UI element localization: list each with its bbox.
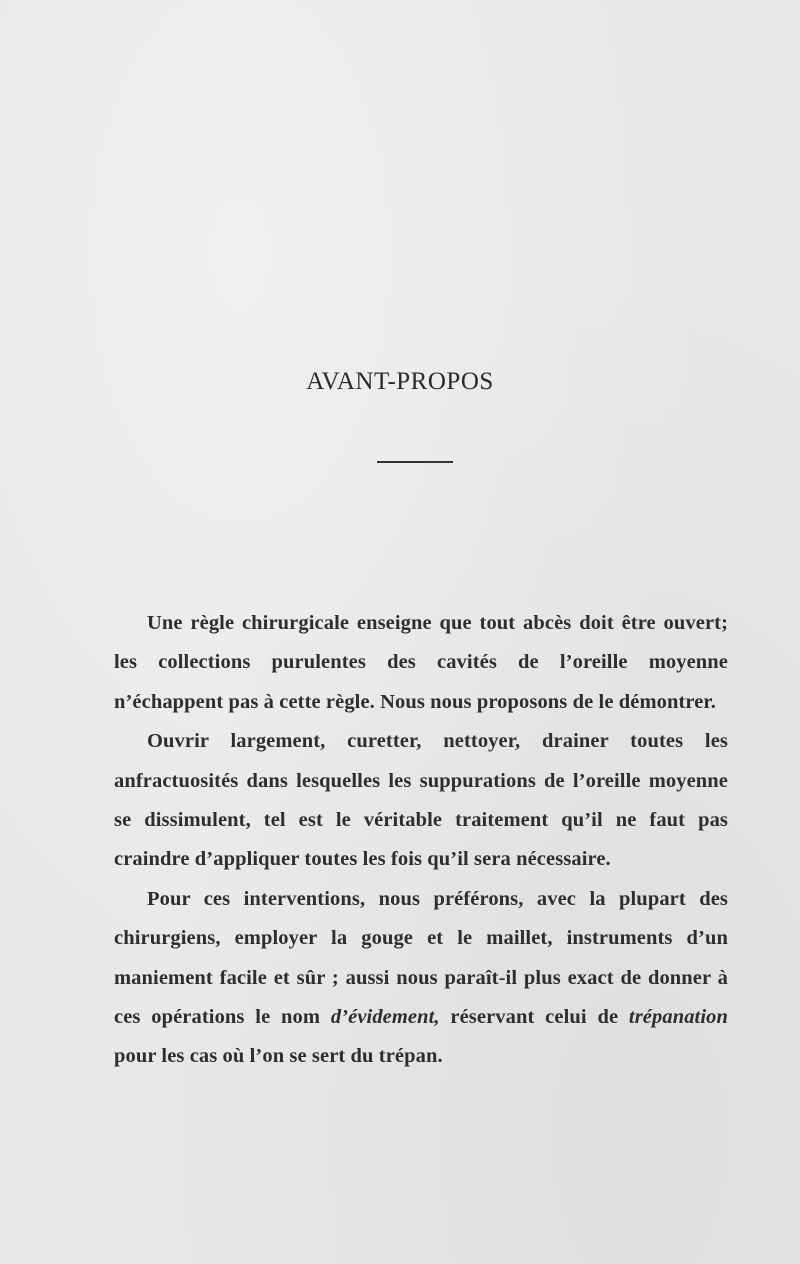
paragraph-3	[114, 880, 728, 1077]
paragraph-2: Ouvrir largement, curetter, nettoyer, drainer toutes les anfractuosités dans lesquelles les suppurations de l’oreille moyenne se dissimulent, tel est le véritable traitement qu’il ne faut pas craindre d’appliquer toutes les fois qu’il sera nécessaire.	[114, 730, 728, 871]
italic-term-evidement: d’évidement,	[330, 1006, 440, 1029]
title-divider	[377, 461, 453, 463]
italic-term-trepanation: trépanation	[628, 1006, 728, 1029]
paragraph-3-part-2: réservant celui de	[439, 1006, 629, 1029]
foreword-text	[114, 604, 728, 1077]
paragraph-3-part-3: pour les cas où l’on se sert du trépan.	[114, 1045, 443, 1068]
paragraph-3-part-1: Pour ces interventions, nous préférons, avec la plupart des chirurgiens, employer la gouge et le maillet, instruments d’un maniement facile et sûr ; aussi nous paraît-il plus exact de donner à ces opérations le nom	[114, 887, 728, 1029]
paragraph-1: Une règle chirurgicale enseigne que tout abcès doit être ouvert; les collections purulentes des cavités de l’oreille moyenne n’échappent pas à cette règle. Nous nous proposons de le démontrer.	[114, 612, 728, 713]
page-title: AVANT-PROPOS	[306, 368, 494, 395]
